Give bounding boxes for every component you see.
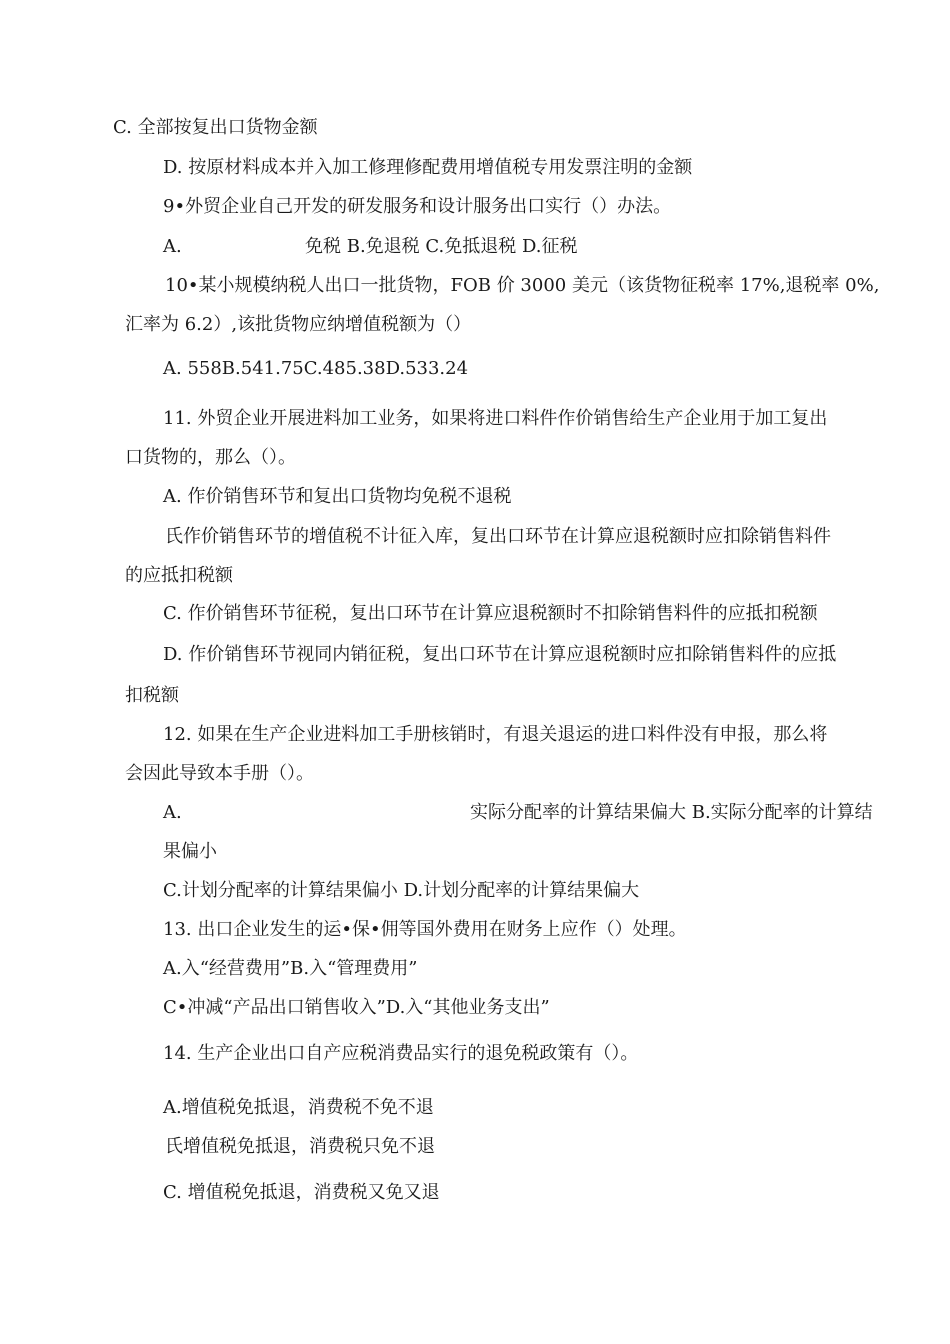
question-10-line2: 汇率为 6.2）,该批货物应纳增值税额为（） — [125, 314, 472, 335]
option-c-q8: C. 全部按复出口货物金额 — [113, 117, 318, 138]
options-q12-line3: C.计划分配率的计算结果偏小 D.计划分配率的计算结果偏大 — [163, 880, 640, 901]
option-d-q8: D. 按原材料成本并入加工修理修配费用增值税专用发票注明的金额 — [163, 157, 693, 178]
question-10-line1: 10•某小规模纳税人出口一批货物，FOB 价 3000 美元（该货物征税率 17%,退税率 0%, — [165, 275, 880, 296]
option-c-q14: C. 增值税免抵退，消费税又免又退 — [163, 1182, 440, 1203]
options-q10: A. 558B.541.75C.485.38D.533.24 — [163, 358, 469, 379]
option-d-q11-line2: 扣税额 — [125, 685, 179, 706]
options-q12-line2: 果偏小 — [163, 841, 217, 862]
options-q12-line1: 实际分配率的计算结果偏大 B.实际分配率的计算结 — [470, 802, 873, 823]
question-9: 9•外贸企业自己开发的研发服务和设计服务出口实行（）办法。 — [163, 196, 672, 217]
question-11-line2: 口货物的，那么（）。 — [125, 447, 296, 468]
option-a-q9-label: A. — [163, 236, 182, 257]
options-q13-line1: A.入“经营费用”B.入“管理费用” — [163, 958, 418, 979]
question-12-line2: 会因此导致本手册（）。 — [125, 763, 314, 784]
option-c-q11: C. 作价销售环节征税，复出口环节在计算应退税额时不扣除销售料件的应抵扣税额 — [163, 603, 818, 624]
question-12-line1: 12. 如果在生产企业进料加工手册核销时，有退关退运的进口料件没有申报，那么将 — [163, 724, 828, 745]
option-a-q11: A. 作价销售环节和复出口货物均免税不退税 — [163, 486, 512, 507]
options-q13-line2: C•冲减“产品出口销售收入”D.入“其他业务支出” — [163, 997, 550, 1018]
question-11-line1: 11. 外贸企业开展进料加工业务，如果将进口料件作价销售给生产企业用于加工复出 — [163, 408, 828, 429]
option-b-q14: 氏增值税免抵退，消费税只免不退 — [165, 1136, 435, 1157]
option-d-q11-line1: D. 作价销售环节视同内销征税，复出口环节在计算应退税额时应扣除销售料件的应抵 — [163, 644, 837, 665]
option-b-q11-line2: 的应抵扣税额 — [125, 565, 233, 586]
option-b-q11-line1: 氏作价销售环节的增值税不计征入库，复出口环节在计算应退税额时应扣除销售料件 — [165, 526, 831, 547]
option-a-q12-label: A. — [163, 802, 182, 823]
options-q9: 免税 B.免退税 C.免抵退税 D.征税 — [305, 236, 578, 257]
question-14: 14. 生产企业出口自产应税消费品实行的退免税政策有（）。 — [163, 1043, 639, 1064]
option-a-q14: A.增值税免抵退，消费税不免不退 — [163, 1097, 434, 1118]
question-13: 13. 出口企业发生的运•保•佣等国外费用在财务上应作（）处理。 — [163, 919, 687, 940]
